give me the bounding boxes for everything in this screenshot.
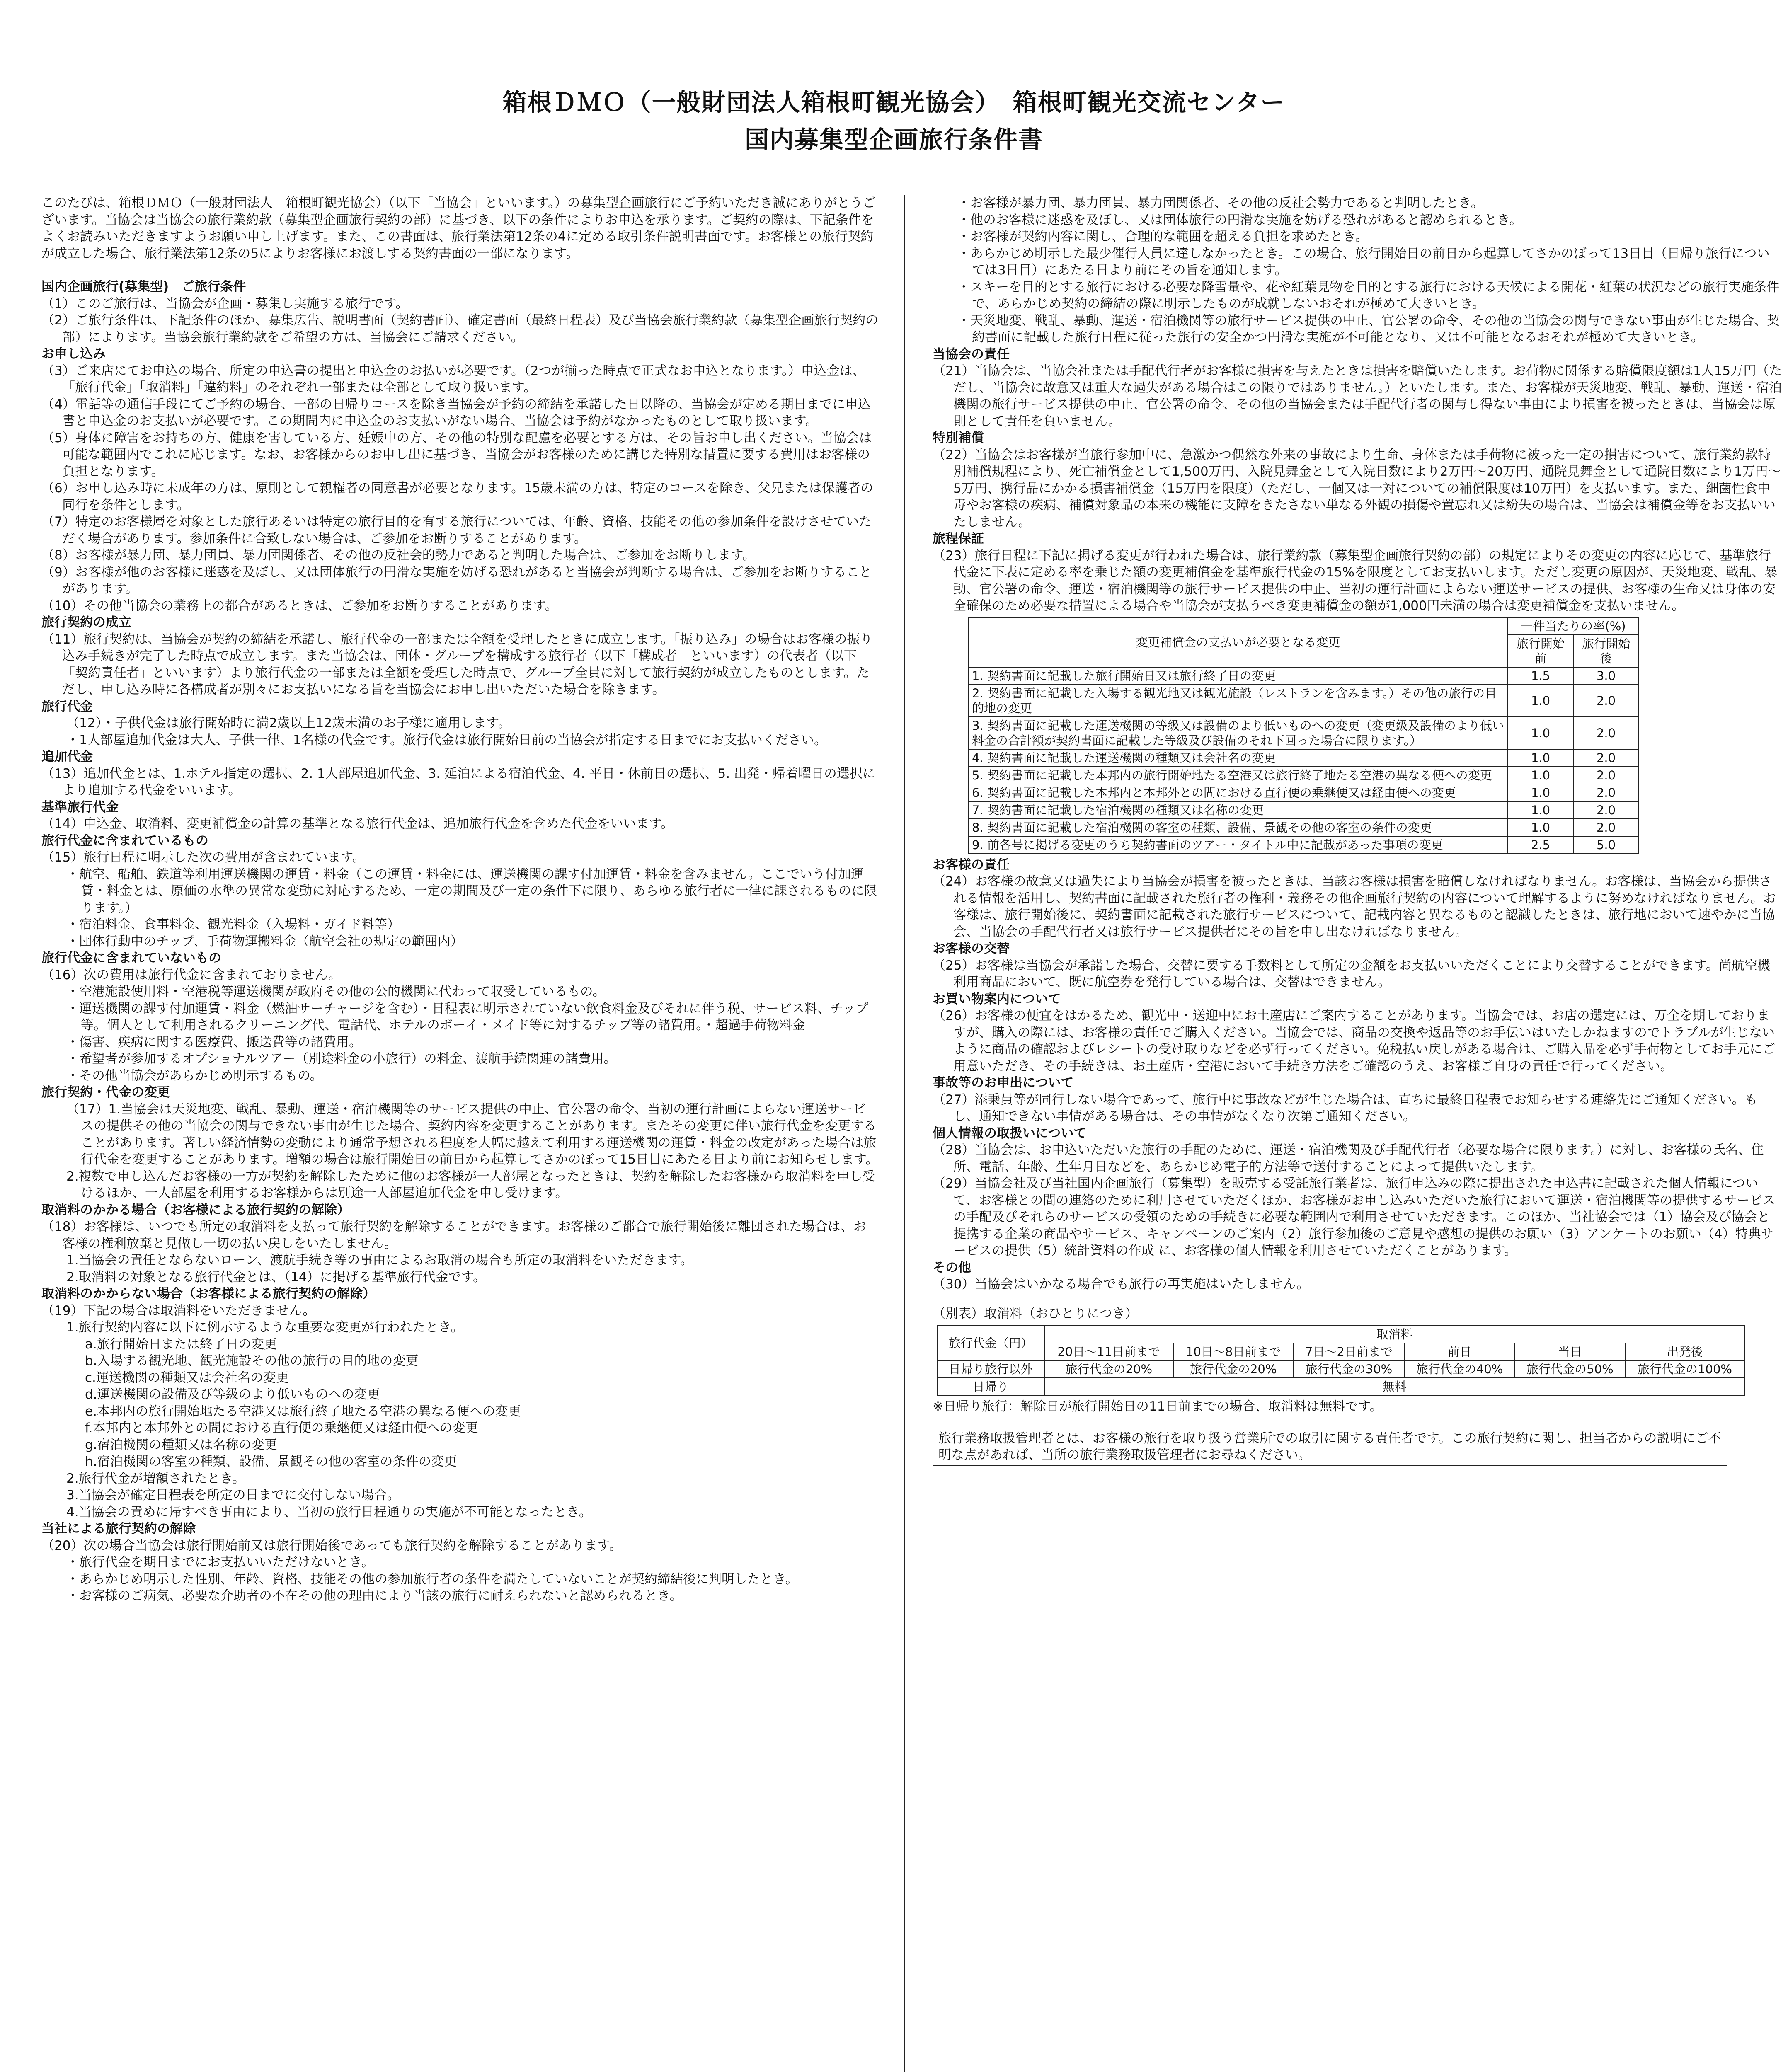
paragraph: （30）当協会はいかなる場合でも旅行の再実施はいたしません。 xyxy=(933,1277,1310,1292)
paragraph: （16）次の費用は旅行代金に含まれておりません。 xyxy=(41,967,342,983)
fee-cell: 無料 xyxy=(1044,1378,1744,1395)
left-column xyxy=(41,195,879,1605)
paragraph: ・傷害、疾病に関する医療費、搬送費等の諸費用。 xyxy=(66,1034,362,1050)
change-cell-after: 2.0 xyxy=(1573,801,1639,819)
change-cell-item: 8. 契約書面に記載した宿泊機関の客室の種類、設備、景観その他の客室の条件の変更 xyxy=(968,819,1508,836)
section-heading: 旅行代金 xyxy=(41,699,93,714)
paragraph: （19）下記の場合は取消料をいただきません。 xyxy=(41,1303,316,1318)
section-heading: 旅程保証 xyxy=(933,531,984,546)
change-table-header xyxy=(968,617,1639,635)
paragraph: （14）申込金、取消料、変更補償金の計算の基準となる旅行代金は、追加旅行代金を含めた代金をいいます。 xyxy=(41,816,674,831)
section-heading: 旅行契約・代金の変更 xyxy=(41,1085,170,1100)
paragraph: 2.取消料の対象となる旅行代金とは、（14）に掲げる基準旅行代金です。 xyxy=(66,1269,486,1285)
paragraph: a.旅行開始日または終了日の変更 xyxy=(85,1336,277,1352)
right-column xyxy=(933,195,1782,1466)
fee-table-periods xyxy=(937,1343,1744,1360)
paragraph: ・他のお客様に迷惑を及ぼし、又は団体旅行の円滑な実施を妨げる恐れがあると認められるとき。 xyxy=(957,212,1522,228)
paragraph: （25）お客様は当協会が承諾した場合、交替に要する手数料として所定の金額をお支払いいただくことにより交替することができます。尚航空機利用商品において、既に航空券を発行している場合は、交替はできません。 xyxy=(933,958,1770,990)
paragraph: （21）当協会は、当協会社または手配代行者がお客様に損害を与えたときは損害を賠償いたします。お荷物に関係する賠償限度額は1人15万円（ただし、当協会に故意又は重大な過失がある場合はこの限りではありません。）といたします。また、お客様が天災地変、戦乱、暴動、運送・宿泊機関の旅行サービス提供の中止、官公署の命令、その他の当協会または手配代行者の関与し得ない事由により損害を被ったときは、当協会は原則として責任を負いません。 xyxy=(933,363,1782,429)
paragraph: d.運送機関の設備及び等級のより低いものへの変更 xyxy=(85,1387,380,1402)
change-cell-after: 3.0 xyxy=(1573,667,1639,685)
column-divider xyxy=(904,195,905,2072)
section-heading: 追加代金 xyxy=(41,749,93,764)
section-heading: 当協会の責任 xyxy=(933,346,1010,362)
change-cell-before: 1.0 xyxy=(1508,685,1573,717)
fee-table-caption: （別表）取消料（おひとりにつき） xyxy=(933,1306,1138,1321)
section-heading: その他 xyxy=(933,1260,971,1275)
paragraph: （4）電話等の通信手段にてご予約の場合、一部の日帰りコースを除き当協会が予約の締結を承諾した日以降の、当協会が定める期日までに申込書と申込金のお支払いが必要です。この期間内に申込金のお支払いがない場合、当協会は予約がなかったものとして取り扱います。 xyxy=(41,397,871,428)
fee-row-label: 日帰り xyxy=(937,1378,1044,1395)
paragraph: （22）当協会はお客様が当旅行参加中に、急激かつ偶然な外来の事故により生命、身体または手荷物に被った一定の損害について、旅行業約款特別補償規程により、死亡補償金として1,500万円、入院見舞金として入院日数により2万円～20万円、通院見舞金として通院日数により1万円～5万円、携行品にかかる損害補償金（15万円を限度）（ただし、一個又は一対についての補償限度は10万円）を支払います。また、細菌性食中毒やお客様の疾病、補償対象品の本来の機能に支障をきたさない単なる外観の損傷や置忘れ又は紛失の場合は、当協会は補償金等をお支払いいたしません。 xyxy=(933,447,1781,530)
change-cell-after: 2.0 xyxy=(1573,685,1639,717)
change-cell-after: 2.0 xyxy=(1573,767,1639,784)
change-cell-item: 6. 契約書面に記載した本邦内と本邦外との間における直行便の乗継便又は経由便への変更 xyxy=(968,784,1508,801)
paragraph: ・1人部屋追加代金は大人、子供一律、1名様の代金です。旅行代金は旅行開始日前の当協会が指定する日までにお支払いください。 xyxy=(66,732,827,748)
paragraph: ・団体行動中のチップ、手荷物運搬料金（航空会社の規定の範囲内） xyxy=(66,934,463,949)
paragraph: （15）旅行日程に明示した次の費用が含まれています。 xyxy=(41,850,365,865)
table-row xyxy=(968,717,1639,749)
paragraph: 1.旅行契約内容に以下に例示するような重要な変更が行われたとき。 xyxy=(66,1320,464,1335)
change-cell-before: 1.0 xyxy=(1508,801,1573,819)
change-cell-after: 2.0 xyxy=(1573,749,1639,767)
fee-cell: 旅行代金の50% xyxy=(1515,1360,1625,1378)
fee-cell: 旅行代金の100% xyxy=(1625,1360,1744,1378)
paragraph: g.宿泊機関の種類又は名称の変更 xyxy=(85,1437,277,1452)
paragraph: （20）次の場合当協会は旅行開始前又は旅行開始後であっても旅行契約を解除することがあります。 xyxy=(41,1538,622,1553)
paragraph: ・あらかじめ明示した最少催行人員に達しなかったとき。この場合、旅行開始日の前日から起算してさかのぼって13日目（日帰り旅行については3日目）にあたる日より前にその旨を通知します。 xyxy=(957,246,1770,278)
table-row xyxy=(968,801,1639,819)
fee-row-non-daytrip xyxy=(937,1360,1744,1378)
paragraph: （1）このご旅行は、当協会が企画・募集し実施する旅行です。 xyxy=(41,296,409,311)
change-cell-before: 1.0 xyxy=(1508,767,1573,784)
right-section-a xyxy=(933,195,1782,615)
cancellation-fee-table xyxy=(937,1325,1745,1396)
table-row xyxy=(968,749,1639,767)
paragraph: （13）追加代金とは、1.ホテル指定の選択、2. 1人部屋追加代金、3. 延泊による宿泊代金、4. 平日・休前日の選択、5. 出発・帰着曜日の選択により追加する代金をいいます。 xyxy=(41,766,875,798)
fee-period-header: 出発後 xyxy=(1625,1343,1744,1360)
document-subtitle: 国内募集型企画旅行条件書 xyxy=(744,126,1043,154)
fee-row-daytrip xyxy=(937,1378,1744,1395)
paragraph: （17）1.当協会は天災地変、戦乱、暴動、運送・宿泊機関等のサービス提供の中止、官公署の命令、当初の運行計画によらない運送サービスの提供その他の当協会の関与できない事由が生じた場合、契約内容を変更することがあります。またその変更に伴い旅行代金を変更することがあります。著しい経済情勢の変動により通常予想される程度を大幅に越えて利用する運送機関の運賃・料金の改定があった場合は旅行代金を変更することがあります。増額の場合は旅行開始日の前日から起算してさかのぼって15日目にあたる日より前にお知らせします。 xyxy=(66,1101,879,1167)
paragraph: （29）当協会社及び当社国内企画旅行（募集型）を販売する受託旅行業者は、旅行申込みの際に提出された申込書に記載された個人情報について、お客様との間の連絡のために利用させていただくほか、お客様がお申し込みいただいた旅行において運送・宿泊機関等の提供するサービスの手配及びそれらのサービスの受領のための手続きに必要な範囲内で利用させていただきます。このほか、当社協会では（1）協会及び協会と提携する企業の商品やサービス、キャンペーンのご案内（2）旅行参加後のご意見や感想の提供のお願い（3）アンケートのお願い（4）特典サービスの提供（5）統計資料の作成 に、お客様の個人情報を利用させていただくことがあります。 xyxy=(933,1176,1776,1258)
paragraph: 2.複数で申し込んだお客様の一方が契約を解除したために他のお客様が一人部屋となったときは、契約を解除したお客様から取消料を申し受けるほか、一人部屋を利用するお客様からは別途一人部屋追加代金を申し受けます。 xyxy=(66,1169,875,1201)
paragraph: ・あらかじめ明示した性別、年齢、資格、技能その他の参加旅行者の条件を満たしていないことが契約締結後に判明したとき。 xyxy=(66,1571,798,1587)
paragraph: （18）お客様は、いつでも所定の取消料を支払って旅行契約を解除することができます。お客様のご都合で旅行開始後に離団された場合は、お客様の権利放棄と見做し一切の払い戻しをいたしません。 xyxy=(41,1219,866,1251)
change-cell-after: 2.0 xyxy=(1573,784,1639,801)
paragraph: h.宿泊機関の客室の種類、設備、景観その他の客室の条件の変更 xyxy=(85,1454,457,1469)
paragraph: b.入場する観光地、観光施設その他の旅行の目的地の変更 xyxy=(85,1353,419,1368)
fee-cell: 旅行代金の20% xyxy=(1044,1360,1173,1378)
section-heading: お客様の責任 xyxy=(933,857,1010,872)
section-heading: 取消料のかからない場合（お客様による旅行契約の解除） xyxy=(41,1286,376,1301)
paragraph: ・空港施設使用料・空港税等運送機関が政府その他の公的機関に代わって収受しているもの。 xyxy=(66,984,606,999)
paragraph: ・希望者が参加するオプショナルツアー（別途料金の小旅行）の料金、渡航手続関連の諸費用。 xyxy=(66,1051,617,1066)
paragraph: 4.当協会の責めに帰すべき事由により、当初の旅行日程通りの実施が不可能となったとき。 xyxy=(66,1504,592,1520)
table-row xyxy=(968,685,1639,717)
paragraph: ・天災地変、戦乱、暴動、運送・宿泊機関等の旅行サービス提供の中止、官公署の命令、その他の当協会の関与できない事由が生じた場合、契約書面に記載した旅行日程に従った旅行の安全かつ円滑な実施が不可能となり、又は不可能となるおそれが極めて大きいとき。 xyxy=(957,313,1780,345)
paragraph: 3.当協会が確定日程表を所定の日までに交付しない場合。 xyxy=(66,1488,400,1503)
document-title: 箱根ＤＭＯ（一般財団法人箱根町観光協会） 箱根町観光交流センター xyxy=(502,88,1286,116)
table-row xyxy=(968,667,1639,685)
paragraph: ・お客様が暴力団、暴力団員、暴力団関係者、その他の反社会勢力であると判明したとき。 xyxy=(957,196,1484,211)
section-heading: 個人情報の取扱いについて xyxy=(933,1126,1087,1141)
change-cell-before: 1.0 xyxy=(1508,749,1573,767)
paragraph: （27）添乗員等が同行しない場合であって、旅行中に事故などが生じた場合は、直ちに最終日程表でお知らせする連絡先にご通知ください。もし、通知できない事情がある場合は、その事情がなくなり次第ご通知ください。 xyxy=(933,1092,1758,1124)
fee-period-header: 20日～11日前まで xyxy=(1044,1343,1173,1360)
right-section-b xyxy=(933,857,1782,1293)
change-header-after: 旅行開始後 xyxy=(1573,635,1639,667)
change-cell-item: 4. 契約書面に記載した運送機関の種類又は会社名の変更 xyxy=(968,749,1508,767)
fee-cell: 旅行代金の30% xyxy=(1294,1360,1405,1378)
paragraph: ・お客様が契約内容に関し、合理的な範囲を超える負担を求めたとき。 xyxy=(957,229,1368,244)
section-heading: 取消料のかかる場合（お客様による旅行契約の解除） xyxy=(41,1202,350,1218)
paragraph: ・宿泊料金、食事料金、観光料金（入場料・ガイド料等） xyxy=(66,917,400,932)
change-cell-item: 1. 契約書面に記載した旅行開始日又は旅行終了日の変更 xyxy=(968,667,1508,685)
change-cell-item: 7. 契約書面に記載した宿泊機関の種類又は名称の変更 xyxy=(968,801,1508,819)
change-cell-before: 1.0 xyxy=(1508,784,1573,801)
section-heading: お申し込み xyxy=(41,346,106,361)
paragraph: ・お客様のご病気、必要な介助者の不在その他の理由により当該の旅行に耐えられないと認められるとき。 xyxy=(66,1588,683,1603)
paragraph: f.本邦内と本邦外との間における直行便の乗継便又は経由便への変更 xyxy=(85,1421,478,1435)
paragraph: （7）特定のお客様層を対象とした旅行あるいは特定の旅行目的を有する旅行については、年齢、資格、技能その他の参加条件を設けさせていただく場合があります。参加条件に合致しない場合は、ご参加をお断りすることがあります。 xyxy=(41,514,872,546)
fee-header-fee: 取消料 xyxy=(1044,1326,1744,1343)
paragraph: （11）旅行契約は、当協会が契約の締結を承諾し、旅行代金の一部または全額を受理したときに成立します。「振り込み」の場合はお客様の振り込み手続きが完了した時点で成立します。また当協会は、団体・グループを構成する旅行者（以下「構成者」といいます）の代表者（以下「契約責任者」といいます）より旅行代金の一部または全額を受理した時点で、グループ全員に対して旅行契約が成立したものとします。ただし、申し込み時に各構成者が別々にお支払いになる旨を当協会にお申し出いただいた場合を除きます。 xyxy=(41,632,873,697)
change-cell-after: 5.0 xyxy=(1573,836,1639,854)
fee-row-label: 日帰り旅行以外 xyxy=(937,1360,1044,1378)
section-heading: 国内企画旅行(募集型) ご旅行条件 xyxy=(41,279,246,294)
paragraph: （5）身体に障害をお持ちの方、健康を害している方、妊娠中の方、その他の特別な配慮を必要とする方は、その旨お申し出ください。当協会は可能な範囲内でこれに応じます。なお、お客様からのお申し出に基づき、当協会がお客様のために講じた特別な措置に要する費用はお客様の負担となります。 xyxy=(41,430,872,479)
section-heading: 特別補償 xyxy=(933,431,984,445)
paragraph: 1.当協会の責任とならないローン、渡航手続き等の事由によるお取消の場合も所定の取消料をいただきます。 xyxy=(66,1253,693,1268)
section-heading: 当社による旅行契約の解除 xyxy=(41,1521,196,1536)
change-header-rate: 一件当たりの率(%) xyxy=(1508,617,1639,635)
paragraph: e.本邦内の旅行開始地たる空港又は旅行終了地たる空港の異なる便への変更 xyxy=(85,1404,521,1419)
fee-cell: 旅行代金の20% xyxy=(1173,1360,1294,1378)
change-cell-before: 1.5 xyxy=(1508,667,1573,685)
paragraph: （6）お申し込み時に未成年の方は、原則として親権者の同意書が必要となります。15歳未満の方は、特定のコースを除き、父兄または保護者の同行を条件とします。 xyxy=(41,481,873,513)
table-row xyxy=(968,819,1639,836)
paragraph: （24）お客様の故意又は過失により当協会が損害を被ったときは、当該お客様は損害を賠償しなければなりません。お客様は、当協会から提供される情報を活用し、契約書面に記載された旅行者の権利・義務その他企画旅行契約の内容について理解するように努めなければなりません。お客様は、旅行開始後に、契約書面に記載された旅行サービスについて、記載内容と異なるものと認識したときは、旅行地において速やかに当協会、当協会の手配代行者又は旅行サービス提供者にその旨を申し出なければなりません。 xyxy=(933,874,1776,939)
section-heading: 基準旅行代金 xyxy=(41,799,119,815)
table-row xyxy=(968,784,1639,801)
fee-period-header: 前日 xyxy=(1404,1343,1514,1360)
change-cell-before: 1.0 xyxy=(1508,717,1573,749)
paragraph: （9）お客様が他のお客様に迷惑を及ぼし、又は団体旅行の円滑な実施を妨げる恐れがあると当協会が判断する場合は、ご参加をお断りすることがあります。 xyxy=(41,564,872,596)
paragraph: ・その他当協会があらかじめ明示するもの。 xyxy=(66,1068,323,1083)
section-heading: 旅行契約の成立 xyxy=(41,615,131,630)
fee-period-header: 10日～8日前まで xyxy=(1173,1343,1294,1360)
change-cell-before: 1.0 xyxy=(1508,819,1573,836)
paragraph: （12）・子供代金は旅行開始時に満2歳以上12歳未満のお子様に適用します。 xyxy=(66,716,511,731)
section-heading: お客様の交替 xyxy=(933,941,1010,956)
spacer xyxy=(41,262,879,278)
paragraph: このたびは、箱根ＤＭＯ（一般財団法人 箱根町観光協会）（以下「当協会」といいます。）の募集型企画旅行にご予約いただき誠にありがとうございます。当協会は当協会の旅行業約款（募集型企画旅行契約の部）に基づき、以下の条件によりお申込を承ります。ご契約の際は、下記条件をよくお読みいただきますようお願い申し上げます。また、この書面は、旅行業法第12条の4に定める取引条件説明書面です。お客様との旅行契約が成立した場合、旅行業法第12条の5によりお客様にお渡しする契約書面の一部になります。 xyxy=(41,196,876,261)
change-cell-item: 2. 契約書面に記載した入場する観光地又は観光施設（レストランを含みます。）その他の旅行の目的地の変更 xyxy=(968,685,1508,717)
fee-cell: 旅行代金の40% xyxy=(1404,1360,1514,1378)
paragraph: （2）ご旅行条件は、下記条件のほか、募集広告、説明書面（契約書面）、確定書面（最終日程表）及び当協会旅行業約款（募集型企画旅行契約の部）によります。当協会旅行業約款をご希望の方は、当協会にご請求ください。 xyxy=(41,313,879,345)
paragraph: ・航空、船舶、鉄道等利用運送機関の運賃・料金（この運賃・料金には、運送機関の課す付加運賃・料金を含みません。ここでいう付加運賃・料金とは、原価の水準の異常な変動に対応するため、一定の期間及び一定の条件下に限り、あらゆる旅行者に一律に課されるものに限ります。） xyxy=(66,867,877,915)
change-cell-item: 3. 契約書面に記載した運送機関の等級又は設備のより低いものへの変更（変更級及設備のより低い料金の合計額が契約書面に記載した等級及び設備のそれ下回った場合に限ります。） xyxy=(968,717,1508,749)
section-heading: 事故等のお申出について xyxy=(933,1075,1074,1090)
paragraph: （23）旅行日程に下記に掲げる変更が行われた場合は、旅行業約款（募集型企画旅行契約の部）の規定によりその変更の内容に応じて、基準旅行代金に下表に定める率を乗じた額の変更補償金を基準旅行代金の15%を限度としてお支払いします。ただし変更の原因が、天災地変、戦乱、暴動、官公署の命令、運送・宿泊機関等の旅行サービス提供の中止、当初の運行計画によらない運送サービスの提供、お客様の生命又は身体の安全確保のため必要な措置による場合や当協会が支払うべき変更補償金の額が1,000円未満の場合は変更補償金を支払いません。 xyxy=(933,548,1778,613)
fee-period-header: 当日 xyxy=(1515,1343,1625,1360)
fee-period-header: 7日～2日前まで xyxy=(1294,1343,1405,1360)
fee-table-header xyxy=(937,1326,1744,1343)
change-header-item: 変更補償金の支払いが必要となる変更 xyxy=(968,617,1508,667)
paragraph: （26）お客様の便宜をはかるため、観光中・送迎中にお土産店にご案内することがあります。当協会では、お店の選定には、万全を期しておりますが、購入の際には、お客様の責任でご購入ください。当協会では、商品の交換や返品等のお手伝いはいたしかねますのでトラブルが生じないように商品の確認およびレシートの受け取りなどを必ず行ってください。免税払い戻しがある場合は、ご購入品を必ず手荷物としてお手元にご用意いただき、その手続きは、お土産店・空港において手続き方法をご確認のうえ、お客様ご自身の責任で行ってください。 xyxy=(933,1008,1776,1074)
paragraph: （10）その他当協会の業務上の都合があるときは、ご参加をお断りすることがあります。 xyxy=(41,598,558,613)
paragraph: c.運送機関の種類又は会社名の変更 xyxy=(85,1370,289,1385)
manager-note: 旅行業務取扱管理者とは、お客様の旅行を取り扱う営業所での取引に関する責任者です。この旅行契約に関し、担当者からの説明にご不明な点があれば、当所の旅行業務取扱管理者にお尋ねください。 xyxy=(933,1428,1727,1466)
paragraph: ・運送機関の課す付加運賃・料金（燃油サーチャージを含む）・日程表に明示されていない飲食料金及びそれに伴う税、サービス料、チップ等。個人として利用されるクリーニング代、電話代、ホテルのボーイ・メイド等に対するチップ等の諸費用。・超過手荷物料金 xyxy=(66,1001,869,1033)
section-heading: お買い物案内について xyxy=(933,991,1061,1007)
section-heading: 旅行代金に含まれていないもの xyxy=(41,951,221,966)
change-cell-item: 5. 契約書面に記載した本邦内の旅行開始地たる空港又は旅行終了地たる空港の異なる便への変更 xyxy=(968,767,1508,784)
paragraph: （28）当協会は、お申込いただいた旅行の手配のために、運送・宿泊機関及び手配代行者（必要な場合に限ります。）に対し、お客様の氏名、住所、電話、年齢、生年月日などを、あらかじめ電子的方法等で送付することによって提供いたします。 xyxy=(933,1143,1764,1174)
paragraph: ・スキーを目的とする旅行における必要な降雪量や、花や紅葉見物を目的とする旅行における天候による開花・紅葉の状況などの旅行実施条件で、あらかじめ契約の締結の際に明示したものが成就しないおそれが極めて大きいとき。 xyxy=(957,279,1780,311)
change-header-before: 旅行開始前 xyxy=(1508,635,1573,667)
change-table-body xyxy=(968,667,1639,854)
fee-header-price: 旅行代金（円） xyxy=(937,1326,1044,1360)
table-row xyxy=(968,836,1639,854)
change-compensation-table xyxy=(968,617,1639,854)
change-cell-before: 2.5 xyxy=(1508,836,1573,854)
change-cell-after: 2.0 xyxy=(1573,717,1639,749)
paragraph: ・旅行代金を期日までにお支払いいただけないとき。 xyxy=(66,1555,374,1570)
paragraph: 2.旅行代金が増額されたとき。 xyxy=(66,1471,245,1486)
section-heading: 旅行代金に含まれているもの xyxy=(41,833,208,848)
change-cell-after: 2.0 xyxy=(1573,819,1639,836)
fee-table-note: ※日帰り旅行：解除日が旅行開始日の11日前までの場合、取消料は無料です。 xyxy=(933,1399,1383,1414)
table-row xyxy=(968,767,1639,784)
paragraph: （8）お客様が暴力団、暴力団員、暴力団関係者、その他の反社会的勢力であると判明した場合は、ご参加をお断りします。 xyxy=(41,548,756,563)
paragraph: （3）ご来店にてお申込の場合、所定の申込書の提出と申込金のお払いが必要です。（2つが揃った時点で正式なお申込となります。）申込金は、「旅行代金」「取消料」「違約料」のそれぞれ一部または全部として取り扱います。 xyxy=(41,363,865,395)
change-cell-item: 9. 前各号に掲げる変更のうち契約書面のツアー・タイトル中に記載があった事項の変更 xyxy=(968,836,1508,854)
